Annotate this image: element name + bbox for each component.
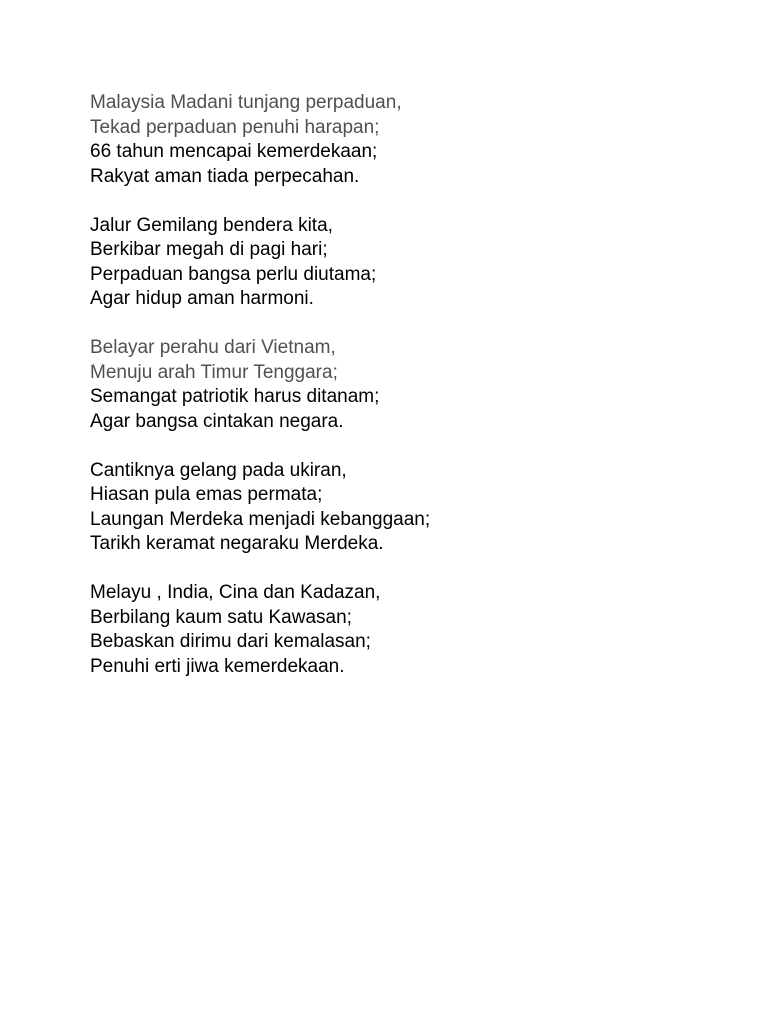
poem-line: 66 tahun mencapai kemerdekaan; — [90, 141, 378, 162]
stanza-3 — [90, 336, 730, 434]
poem-line: Belayar perahu dari Vietnam, — [90, 337, 336, 358]
poem-line: Agar hidup aman harmoni. — [90, 288, 314, 309]
poem-line: Hiasan pula emas permata; — [90, 484, 323, 505]
stanza-4 — [90, 459, 730, 557]
poem-text — [90, 91, 730, 704]
poem-line: Melayu , India, Cina dan Kadazan, — [90, 582, 381, 603]
poem-line: Perpaduan bangsa perlu diutama; — [90, 263, 377, 285]
poem-line: Agar bangsa cintakan negara. — [90, 410, 344, 432]
poem-line: Tarikh keramat negaraku Merdeka. — [90, 533, 384, 554]
poem-line: Cantiknya gelang pada ukiran, — [90, 459, 347, 481]
poem-line: Tekad perpaduan penuhi harapan; — [90, 116, 380, 138]
stanza-1 — [90, 91, 730, 189]
poem-line: Rakyat aman tiada perpecahan. — [90, 165, 360, 187]
stanza-5 — [90, 581, 730, 679]
poem-line: Penuhi erti jiwa kemerdekaan. — [90, 655, 345, 677]
poem-line: Semangat patriotik harus ditanam; — [90, 386, 380, 407]
poem-line: Malaysia Madani tunjang perpaduan, — [90, 92, 402, 113]
poem-line: Berkibar megah di pagi hari; — [90, 239, 328, 260]
poem-line: Berbilang kaum satu Kawasan; — [90, 606, 352, 628]
poem-line: Menuju arah Timur Tenggara; — [90, 361, 338, 383]
stanza-2 — [90, 214, 730, 312]
poem-line: Bebaskan dirimu dari kemalasan; — [90, 631, 371, 652]
poem-line: Laungan Merdeka menjadi kebanggaan; — [90, 508, 431, 530]
poem-line: Jalur Gemilang bendera kita, — [90, 214, 333, 236]
